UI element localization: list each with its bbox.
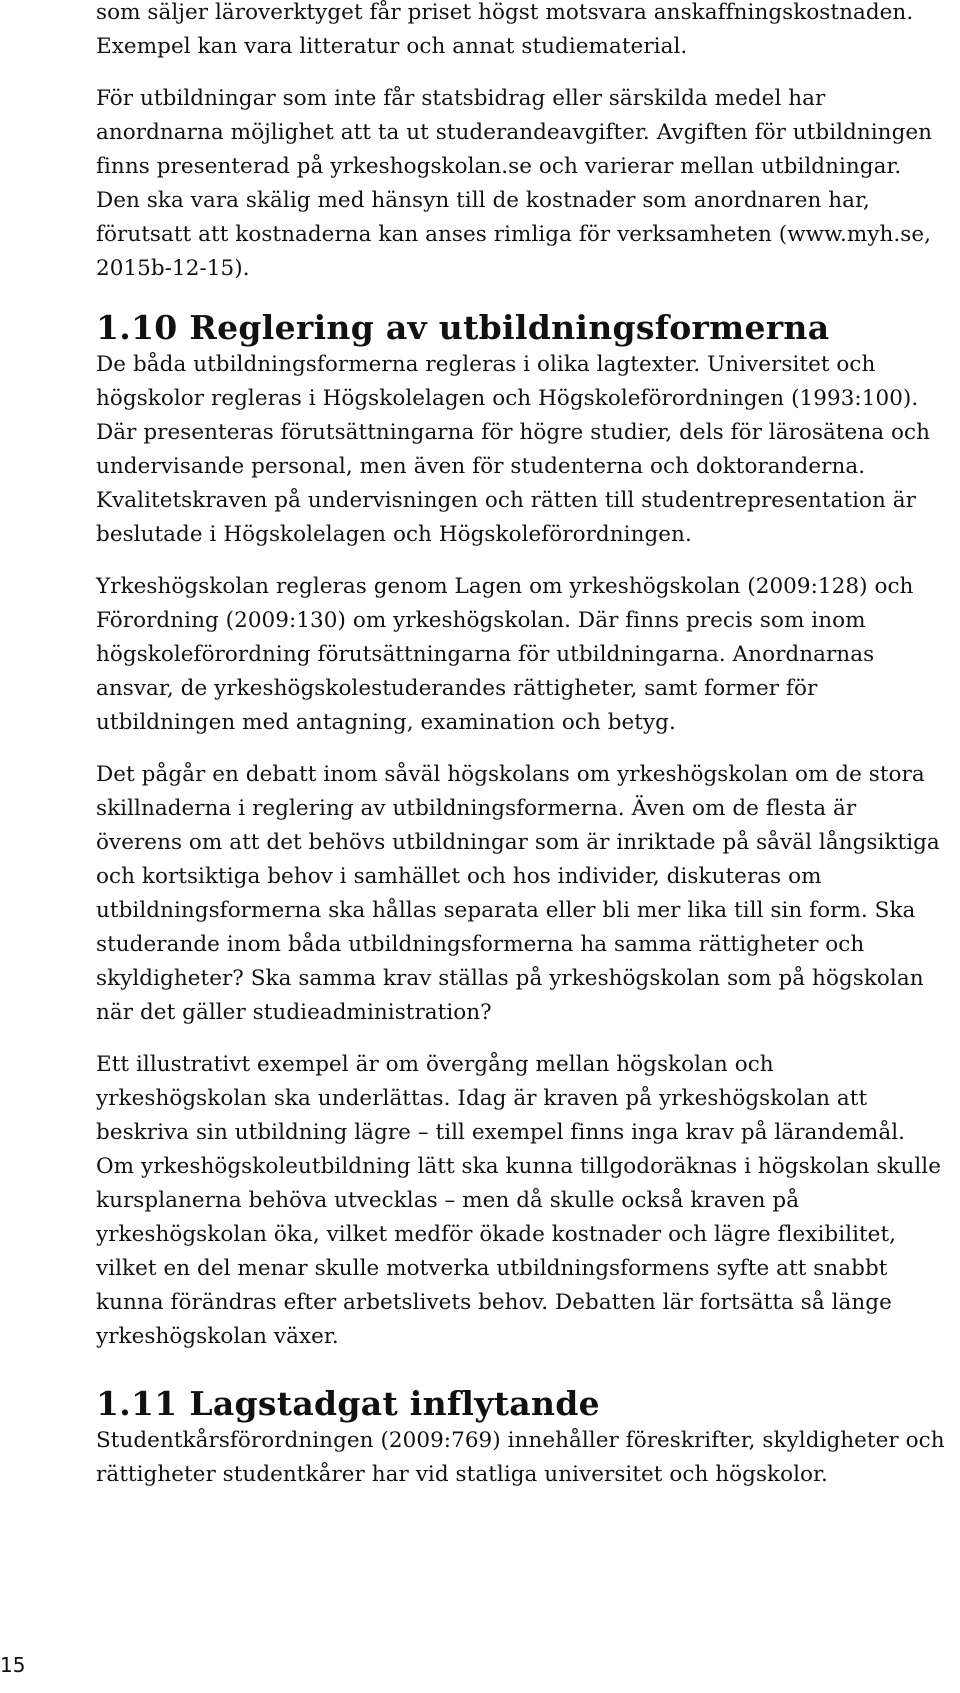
paragraph-student-fees: För utbildningar som inte får statsbidrag eller särskilda medel har anordnarna möjlighet att ta ut studerandeavgifter. Avgiften för utbildningen finns presenterad på yrkeshogskolan.se och varierar mellan utbildningar. Den ska vara skälig med hänsyn till de kostnader som anordnaren har, förutsatt att kostnaderna kan anses rimliga för verksamheten (www.myh.se, 2015b-12-15).	[96, 86, 933, 281]
paragraph-debate: Det pågår en debatt inom såväl högskolans om yrkeshögskolan om de stora skillnaderna i reglering av utbildningsformerna. Även om de flesta är överens om att det behövs utbildningar som är inriktade på såväl långsiktiga och kortsiktiga behov i samhället och hos individer, diskuteras om utbildningsformerna ska hållas separata eller bli mer lika till sin form. Ska studerande inom båda utbildningsformerna ha samma rättigheter och skyldigheter? Ska samma krav ställas på yrkeshögskolan som på högskolan när det gäller studieadministration?	[96, 762, 940, 1025]
paragraph-study-material: som säljer läroverktyget får priset högst motsvara anskaffningskostnaden. Exempel kan vara litteratur och annat studiematerial.	[96, 0, 914, 59]
section-heading-influence: 1.11 Lagstadgat inflytande	[96, 1384, 600, 1423]
document-page	[96, 0, 946, 1492]
section-heading-regulation: 1.10 Reglering av utbildningsformerna	[96, 308, 830, 347]
paragraph-university-law: De båda utbildningsformerna regleras i olika lagtexter. Universitet och högskolor regleras i Högskolelagen och Högskoleförordningen (1993:100). Där presenteras förutsättningarna för högre studier, dels för lärosätena och undervisande personal, men även för studenterna och doktoranderna. Kvalitetskraven på undervisningen och rätten till studentrepresentation är beslutade i Högskolelagen och Högskoleförordningen.	[96, 352, 930, 547]
paragraph-example: Ett illustrativt exempel är om övergång mellan högskolan och yrkeshögskolan ska underlättas. Idag är kraven på yrkeshögskolan att beskriva sin utbildning lägre – till exempel finns inga krav på lärandemål. Om yrkeshögskoleutbildning lätt ska kunna tillgodoräknas i högskolan skulle kursplanerna behöva utvecklas – men då skulle också kraven på yrkeshögskolan öka, vilket medför ökade kostnader och lägre flexibilitet, vilket en del menar skulle motverka utbildningsformens syfte att snabbt kunna förändras efter arbetslivets behov. Debatten lär fortsätta så länge yrkeshögskolan växer.	[96, 1052, 942, 1349]
page-number: 15	[0, 1653, 26, 1677]
paragraph-vocational-law: Yrkeshögskolan regleras genom Lagen om yrkeshögskolan (2009:128) och Förordning (2009:130) om yrkeshögskolan. Där finns precis som inom högskoleförordning förutsättningarna för utbildningarna. Anordnarnas ansvar, de yrkeshögskolestuderandes rättigheter, samt former för utbildningen med antagning, examination och betyg.	[96, 574, 914, 735]
paragraph-student-union: Studentkårsförordningen (2009:769) innehåller föreskrifter, skyldigheter och rättigheter studentkårer har vid statliga universitet och högskolor.	[96, 1428, 945, 1487]
